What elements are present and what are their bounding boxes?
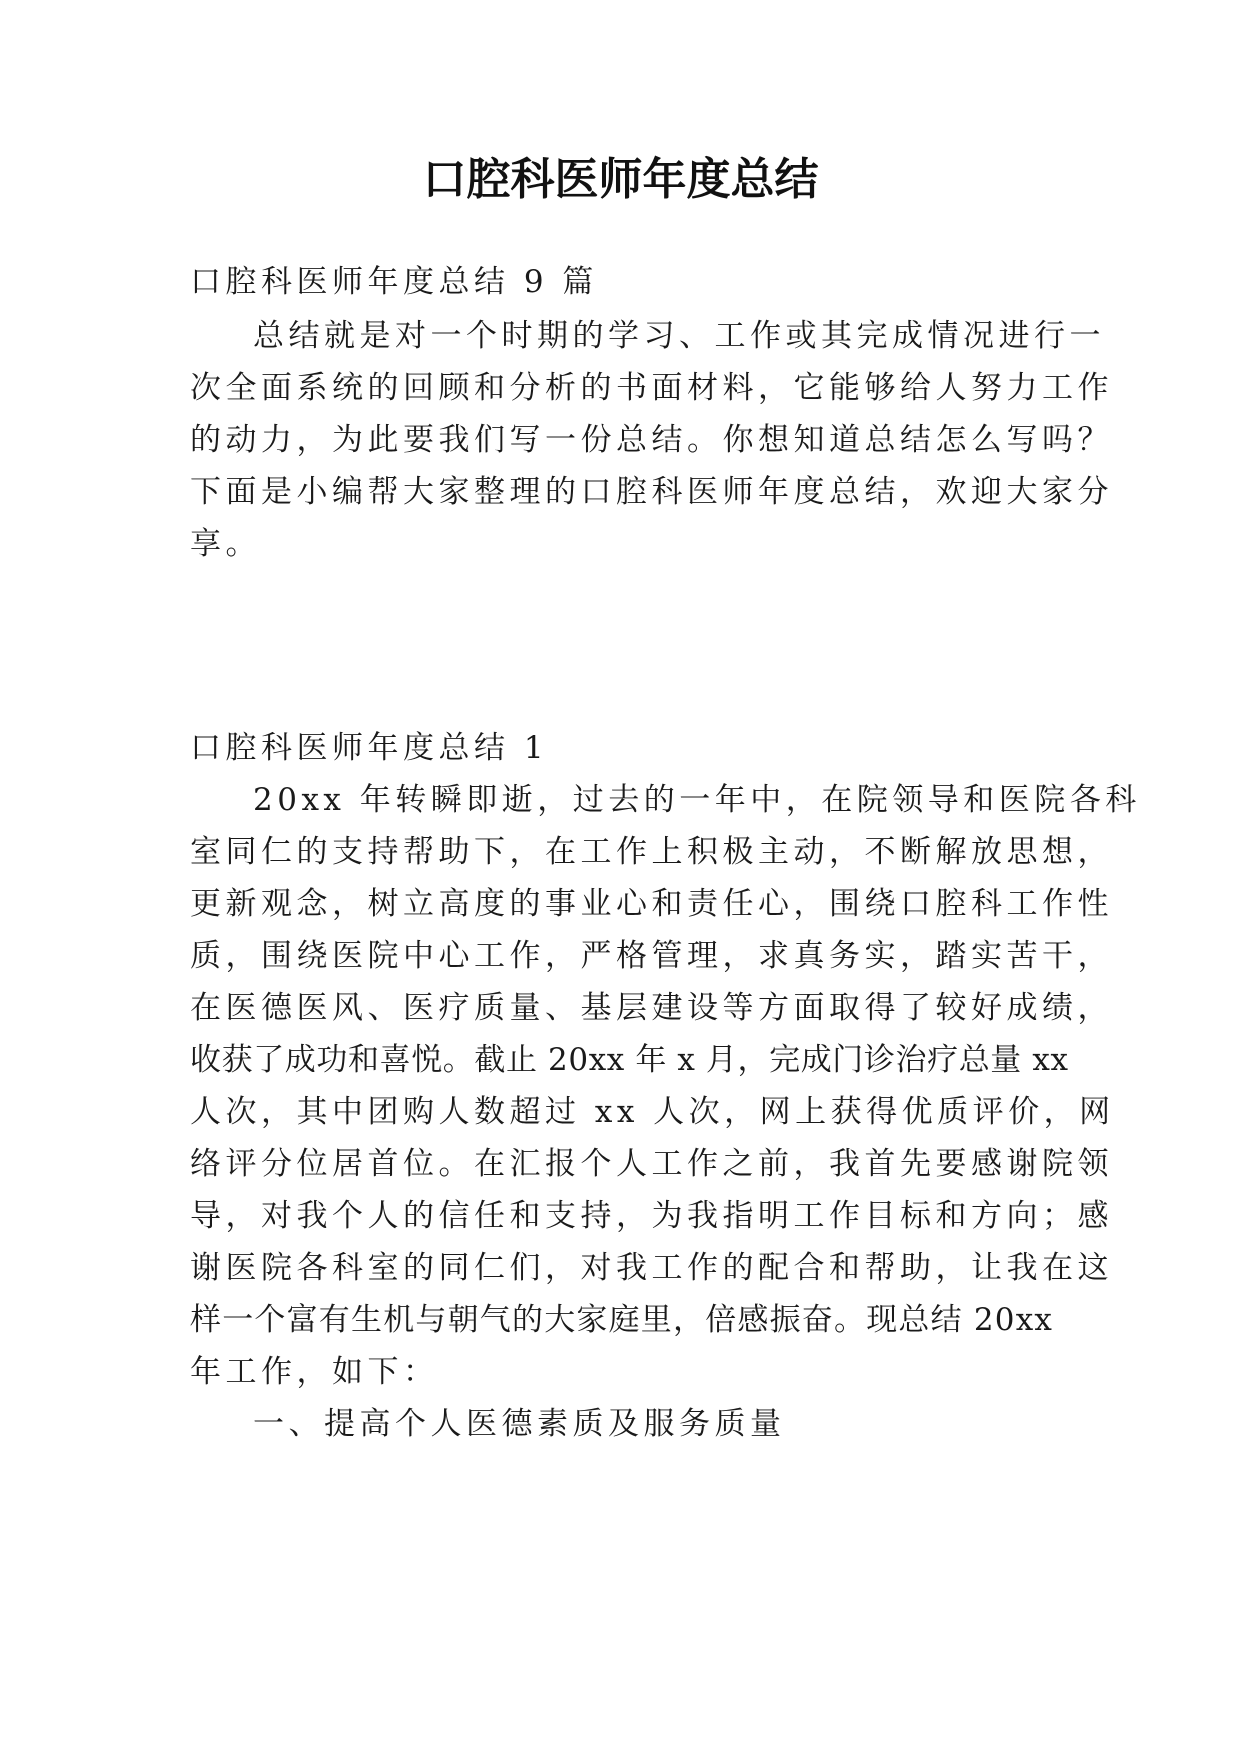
intro-line: 下面是小编帮大家整理的口腔科医师年度总结，欢迎大家分 [190,474,1113,510]
intro-line: 享。 [190,526,261,562]
document-title: 口腔科医师年度总结 [422,154,819,205]
body-line: 导，对我个人的信任和支持，为我指明工作目标和方向；感 [190,1198,1113,1234]
section-heading: 口腔科医师年度总结 1 [190,730,549,766]
body-line: 室同仁的支持帮助下，在工作上积极主动，不断解放思想， [190,834,1113,870]
body-line: 更新观念，树立高度的事业心和责任心，围绕口腔科工作性 [190,886,1113,922]
intro-line: 总结就是对一个时期的学习、工作或其完成情况进行一 [253,318,1105,354]
body-line: 20xx 年转瞬即逝，过去的一年中，在院领导和医院各科 [253,782,1141,818]
body-line: 收获了成功和喜悦。截止 20xx 年 x 月，完成门诊治疗总量 xx [190,1042,1069,1078]
intro-heading: 口腔科医师年度总结 9 篇 [190,264,598,300]
intro-line: 的动力，为此要我们写一份总结。你想知道总结怎么写吗？ [190,422,1113,458]
body-line: 谢医院各科室的同仁们，对我工作的配合和帮助，让我在这 [190,1250,1113,1286]
subsection-heading: 一、提高个人医德素质及服务质量 [253,1406,786,1442]
body-line: 样一个富有生机与朝气的大家庭里，倍感振奋。现总结 20xx [190,1302,1054,1338]
intro-line: 次全面系统的回顾和分析的书面材料，它能够给人努力工作 [190,370,1113,406]
body-line: 在医德医风、医疗质量、基层建设等方面取得了较好成绩， [190,990,1113,1026]
body-line: 质，围绕医院中心工作，严格管理，求真务实，踏实苦干， [190,938,1113,974]
body-line: 络评分位居首位。在汇报个人工作之前，我首先要感谢院领 [190,1146,1113,1182]
body-line: 年工作，如下： [190,1354,439,1390]
body-line: 人次，其中团购人数超过 xx 人次，网上获得优质评价，网 [190,1094,1115,1130]
